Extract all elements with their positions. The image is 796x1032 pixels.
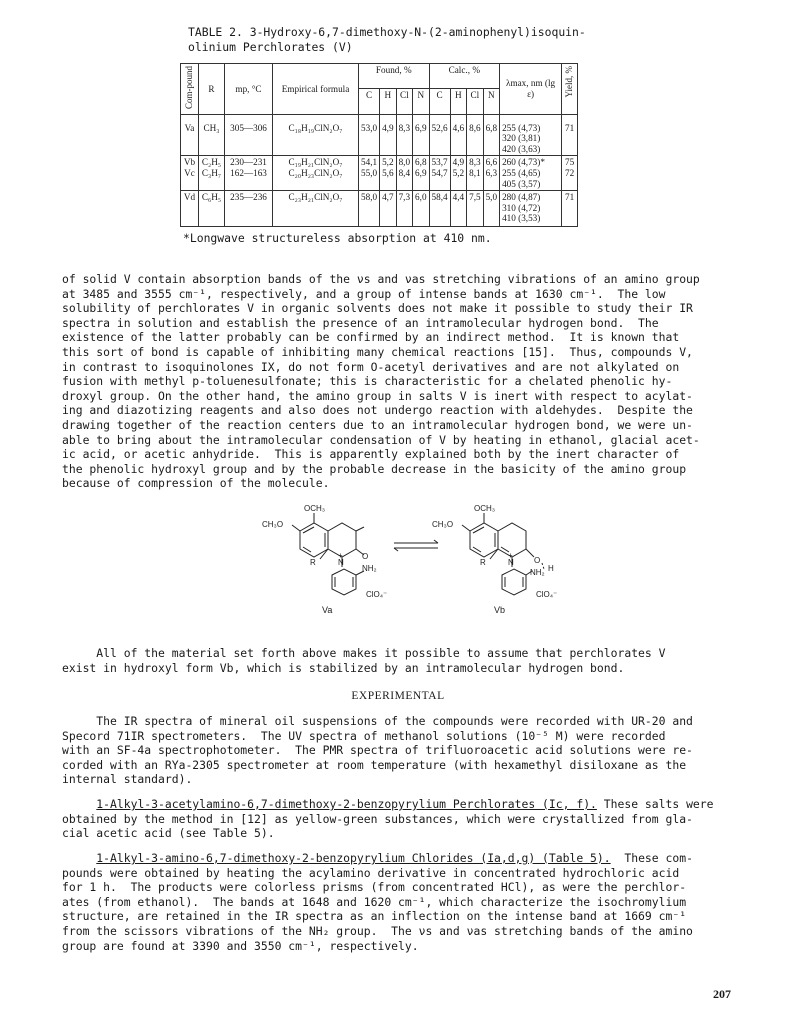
cell-found-cl: 8,0 8,4: [396, 156, 412, 191]
header-yield: Yield, %: [562, 64, 578, 115]
body-paragraph-5: [62, 851, 752, 953]
cell-mp: 305—306: [225, 114, 273, 156]
cell-r: C₆H₅: [199, 191, 225, 227]
header-compound: Com-pound: [181, 64, 199, 115]
cell-calc-h: 4,6: [450, 114, 466, 156]
table-row: [181, 156, 578, 191]
text-line: because of compression of the molecule.: [62, 476, 330, 491]
va-plus-label: +: [338, 551, 343, 560]
text-line: 1-Alkyl-3-acetylamino-6,7-dimethoxy-2-benzopyrylium Perchlorates (Ic, f). These salts were: [96, 797, 714, 811]
va-o-label: O: [362, 552, 369, 561]
body-paragraph-3: [62, 714, 752, 787]
va-ch3o-label: CH₃O: [262, 520, 284, 529]
cell-found-n: 6,0: [413, 191, 429, 227]
cell-found-h: 4,9: [380, 114, 396, 156]
header-calc-n: N: [483, 89, 499, 114]
cell-found-h: 4,7: [380, 191, 396, 227]
table-row: [181, 114, 578, 156]
text-line: The IR spectra of mineral oil suspensions of the compounds were recorded with UR-20 and: [62, 714, 693, 728]
vb-label: Vb: [494, 605, 506, 615]
cell-lambda: 255 (4,73) 320 (3,81) 420 (3,63): [500, 114, 562, 156]
cell-lambda: 280 (4,87) 310 (4,72) 410 (3,53): [500, 191, 562, 227]
text-line: group are found at 3390 and 3550 cm⁻¹, respectively.: [62, 938, 419, 953]
header-calc-cl: Cl: [467, 89, 483, 114]
cell-found-n: 6,9: [413, 114, 429, 156]
text-line: pounds were obtained by heating the acylamino derivative in concentrated hydrochloric acid: [62, 865, 680, 880]
cell-yield: 71: [562, 114, 578, 156]
text-line: existence of the latter probably can be confirmed by an indirect method. It is known that: [62, 330, 680, 345]
text-line: at 3485 and 3555 cm⁻¹, respectively, and a group of intense bands at 1630 cm⁻¹. The low: [62, 286, 666, 301]
text-line: of solid V contain absorption bands of the νs and νas stretching vibrations of an amino group: [62, 272, 700, 286]
text-line: able to bring about the intramolecular condensation of V by heating in ethanol, glacial acet-: [62, 432, 700, 447]
subsection-title: 1-Alkyl-3-amino-6,7-dimethoxy-2-benzopyrylium Chlorides (Ia,d,g) (Table 5).: [96, 851, 611, 865]
vb-clo4-label: ClO₄⁻: [536, 590, 558, 599]
cell-calc-h: 4,9 5,2: [450, 156, 466, 191]
text-line: 1-Alkyl-3-amino-6,7-dimethoxy-2-benzopyrylium Chlorides (Ia,d,g) (Table 5). These com-: [96, 851, 693, 865]
text-line: cial acetic acid (see Table 5).: [62, 826, 275, 841]
text-line: structure, are retained in the IR spectra as an inflection on the intense band at 1669 cm⁻¹: [62, 909, 687, 924]
header-calc-c: C: [429, 89, 450, 114]
table-caption-line1: TABLE 2. 3-Hydroxy-6,7-dimethoxy-N-(2-aminophenyl)isoquin-: [188, 25, 586, 39]
vb-och3-label: OCH₃: [474, 504, 496, 513]
header-found-h: H: [380, 89, 396, 114]
header-found-c: C: [359, 89, 380, 114]
vb-benzene-ring: [470, 523, 498, 557]
header-found: Found, %: [359, 64, 430, 89]
cell-calc-c: 58,4: [429, 191, 450, 227]
text-line: droxyl group. On the other hand, the amino group in salts V is inert with respect to acylat-: [62, 388, 693, 403]
text-line: the phenolic hydroxyl group and by the probable decrease in the basicity of the amino group: [62, 461, 687, 476]
cell-lambda: 260 (4,73)* 255 (4,65) 405 (3,57): [500, 156, 562, 191]
cell-calc-c: 52,6: [429, 114, 450, 156]
chemical-equilibrium-scheme: [258, 503, 578, 643]
cell-yield: 75 72: [562, 156, 578, 191]
table-row: [181, 191, 578, 227]
header-formula: Empirical formula: [273, 64, 359, 115]
header-r: R: [199, 64, 225, 115]
cell-r: C₂H₅ C₃H₇: [199, 156, 225, 191]
header-calc: Calc., %: [429, 64, 500, 89]
cell-calc-cl: 8,3 8,1: [467, 156, 483, 191]
va-r-label: R: [310, 558, 316, 567]
va-label: Va: [322, 605, 333, 615]
body-paragraph-2: [62, 646, 752, 675]
cell-found-c: 53,0: [359, 114, 380, 156]
text-line: internal standard).: [62, 772, 193, 787]
header-found-n: N: [413, 89, 429, 114]
va-och3-label: OCH₃: [304, 504, 326, 513]
cell-found-n: 6,8 6,9: [413, 156, 429, 191]
cell-found-c: 54,1 55,0: [359, 156, 380, 191]
cell-compound: Vb Vc: [181, 156, 199, 191]
va-n-label: N: [338, 558, 344, 567]
cell-calc-n: 6,6 6,3: [483, 156, 499, 191]
subsection-title: 1-Alkyl-3-acetylamino-6,7-dimethoxy-2-benzopyrylium Perchlorates (Ic, f).: [96, 797, 597, 811]
cell-r: CH₃: [199, 114, 225, 156]
va-clo4-label: ClO₄⁻: [366, 590, 388, 599]
table-caption-line2: olinium Perchlorates (V): [188, 39, 353, 54]
text-line: ic acid, or acetic anhydride. This is apparently explained both by the inert character of: [62, 447, 680, 462]
text-line: from the scissors vibrations of the NH₂ group. The νs and νas stretching bands of the amino: [62, 923, 693, 938]
text-line: Specord 71IR spectrometers. The UV spectra of methanol solutions (10⁻⁵ M) were recorded: [62, 728, 666, 743]
text-line: corded with an RYa-2305 spectrometer at room temperature (with hexamethyl disiloxane as the: [62, 757, 687, 772]
cell-mp: 235—236: [225, 191, 273, 227]
page-number: 207: [713, 987, 731, 1001]
text-line: in contrast to isoquinolones IX, do not form O-acetyl derivatives and are not alkylated on: [62, 359, 680, 374]
header-calc-h: H: [450, 89, 466, 114]
text-line: ing and diazotizing reagents and also does not undergo reaction with aldehydes. Despite the: [62, 403, 693, 418]
header-found-cl: Cl: [396, 89, 412, 114]
text-line: obtained by the method in [12] as yellow-green substances, which were crystallized from gla-: [62, 811, 693, 826]
cell-formula: C₁₉H₂₁ClN₂O₇ C₂₀H₂₃ClN₂O₇: [273, 156, 359, 191]
va-phenyl-ring: [332, 569, 356, 595]
text-line: ates (from ethanol). The bands at 1648 and 1620 cm⁻¹, which characterize the isochromylium: [62, 894, 687, 909]
vb-plus-label: +: [508, 551, 513, 560]
cell-found-cl: 8,3: [396, 114, 412, 156]
cell-formula: C₂₃H₂₁ClN₂O₇: [273, 191, 359, 227]
vb-phenyl-ring: [502, 569, 526, 595]
cell-compound: Vd: [181, 191, 199, 227]
cell-calc-cl: 7,5: [467, 191, 483, 227]
cell-calc-n: 6,8: [483, 114, 499, 156]
vb-ch3o-label: CH₃O: [432, 520, 454, 529]
table-footnote: *Longwave structureless absorption at 410 nm.: [183, 231, 492, 245]
cell-yield: 71: [562, 191, 578, 227]
text-line: All of the material set forth above makes it possible to assume that perchlorates V: [62, 646, 666, 660]
text-line: for 1 h. The products were colorless prisms (from concentrated HCl), as were the perchlor-: [62, 880, 687, 895]
cell-found-c: 58,0: [359, 191, 380, 227]
text-line: solubility of perchlorates V in organic solvents does not make it possible to study their IR: [62, 301, 693, 316]
cell-mp: 230—231 162—163: [225, 156, 273, 191]
body-paragraph-1: [62, 272, 752, 491]
cell-calc-c: 53,7 54,7: [429, 156, 450, 191]
section-heading-experimental: EXPERIMENTAL: [351, 690, 445, 702]
header-mp: mp, °C: [225, 64, 273, 115]
text-line: spectra in solution and establish the presence of an intramolecular hydrogen bond. The: [62, 315, 659, 330]
vb-r-label: R: [480, 558, 486, 567]
vb-o-label: O: [534, 556, 541, 565]
cell-calc-n: 5,0: [483, 191, 499, 227]
table-caption: [188, 25, 658, 54]
vb-nh2-label: NH₂: [530, 568, 545, 577]
cell-found-cl: 7,3: [396, 191, 412, 227]
va-nh2-label: NH₂: [362, 564, 377, 573]
header-lambda: λmax, nm (lg ε): [500, 64, 562, 115]
body-paragraph-4: [62, 797, 752, 841]
data-table: [180, 63, 578, 227]
cell-calc-h: 4,4: [450, 191, 466, 227]
text-line: fusion with methyl p-toluenesulfonate; this is characteristic for a chelated phenolic hy-: [62, 374, 673, 389]
text-line: with an SF-4a spectrophotometer. The PMR spectra of trifluoroacetic acid solutions were re-: [62, 743, 693, 758]
text-line: exist in hydroxyl form Vb, which is stabilized by an intramolecular hydrogen bond.: [62, 660, 625, 675]
cell-formula: C₁₈H₁₉ClN₂O₇: [273, 114, 359, 156]
va-benzene-ring: [300, 523, 328, 557]
text-line: drawing together of the reaction centers due to an intramolecular hydrogen bond, we were un-: [62, 417, 693, 432]
vb-n-label: N: [508, 558, 514, 567]
cell-found-h: 5,2 5,6: [380, 156, 396, 191]
cell-compound: Va: [181, 114, 199, 156]
vb-h-label: H: [548, 564, 554, 573]
text-line: this sort of bond is capable of inhibiting many chemical reactions [15]. Thus, compounds V,: [62, 344, 693, 359]
cell-calc-cl: 8,6: [467, 114, 483, 156]
